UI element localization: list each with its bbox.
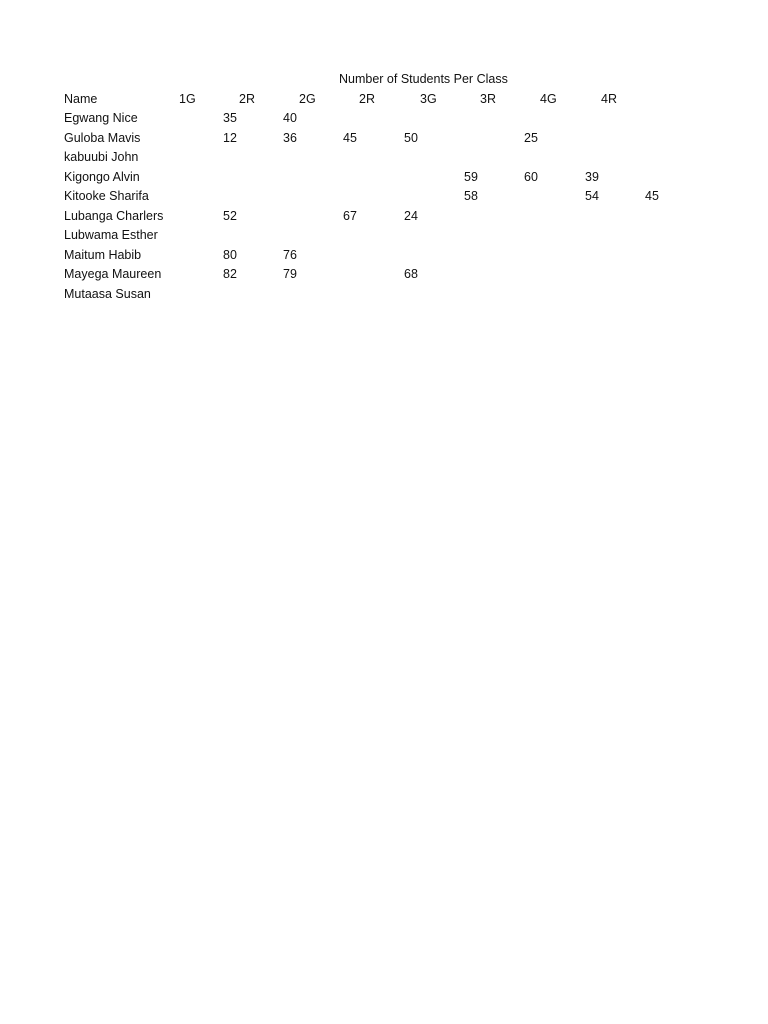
table-cell: 39	[585, 169, 599, 184]
student-name: Lubanga Charlers	[64, 208, 164, 223]
table-row	[0, 110, 768, 130]
table-cell: 54	[585, 189, 599, 203]
table-row	[0, 169, 768, 189]
table-row	[0, 208, 768, 228]
table-cell: 52	[223, 208, 237, 223]
table-cell: 67	[343, 208, 357, 223]
table-row	[0, 266, 768, 286]
header-cell-4g: 4G	[540, 92, 557, 106]
student-name: Egwang Nice	[64, 111, 138, 125]
sheet-title: Number of Students Per Class	[339, 72, 508, 86]
table-cell: 12	[223, 130, 237, 145]
header-cell-1g: 1G	[179, 92, 196, 106]
table-cell: 45	[343, 130, 357, 145]
header-cell-name: Name	[64, 92, 98, 106]
table-cell: 76	[283, 247, 297, 262]
table-cell: 40	[283, 111, 297, 125]
table-cell: 36	[283, 130, 297, 145]
header-cell-2r: 2R	[239, 92, 255, 106]
header-cell-2g: 2G	[299, 92, 316, 106]
table-row	[0, 247, 768, 267]
table-row	[0, 130, 768, 150]
table-cell: 45	[645, 189, 659, 203]
header-row	[0, 91, 768, 111]
header-cell-4r: 4R	[601, 92, 617, 106]
table-cell: 68	[404, 267, 418, 281]
student-name: Maitum Habib	[64, 247, 142, 262]
student-name: Mutaasa Susan	[64, 286, 151, 301]
table-cell: 60	[524, 169, 538, 184]
student-name: kabuubi John	[64, 150, 139, 164]
table-row	[0, 227, 768, 247]
table-row	[0, 286, 768, 306]
header-cell-3g: 3G	[420, 92, 437, 106]
table-cell: 50	[404, 130, 418, 145]
table-cell: 80	[223, 247, 237, 262]
table-row	[0, 188, 768, 208]
table-cell: 24	[404, 208, 418, 223]
table-cell: 58	[464, 189, 478, 203]
table-cell: 25	[524, 130, 538, 145]
table-cell: 79	[283, 267, 297, 281]
header-cell-2r-second: 2R	[359, 92, 375, 106]
student-name: Lubwama Esther	[64, 228, 158, 242]
student-name: Kigongo Alvin	[64, 169, 140, 184]
student-name: Guloba Mavis	[64, 130, 141, 145]
table-cell: 59	[464, 169, 478, 184]
table-cell: 82	[223, 267, 237, 281]
student-name: Kitooke Sharifa	[64, 189, 149, 203]
header-cell-3r: 3R	[480, 92, 496, 106]
table-cell: 35	[223, 111, 237, 125]
student-name: Mayega Maureen	[64, 267, 162, 281]
table-row	[0, 149, 768, 169]
